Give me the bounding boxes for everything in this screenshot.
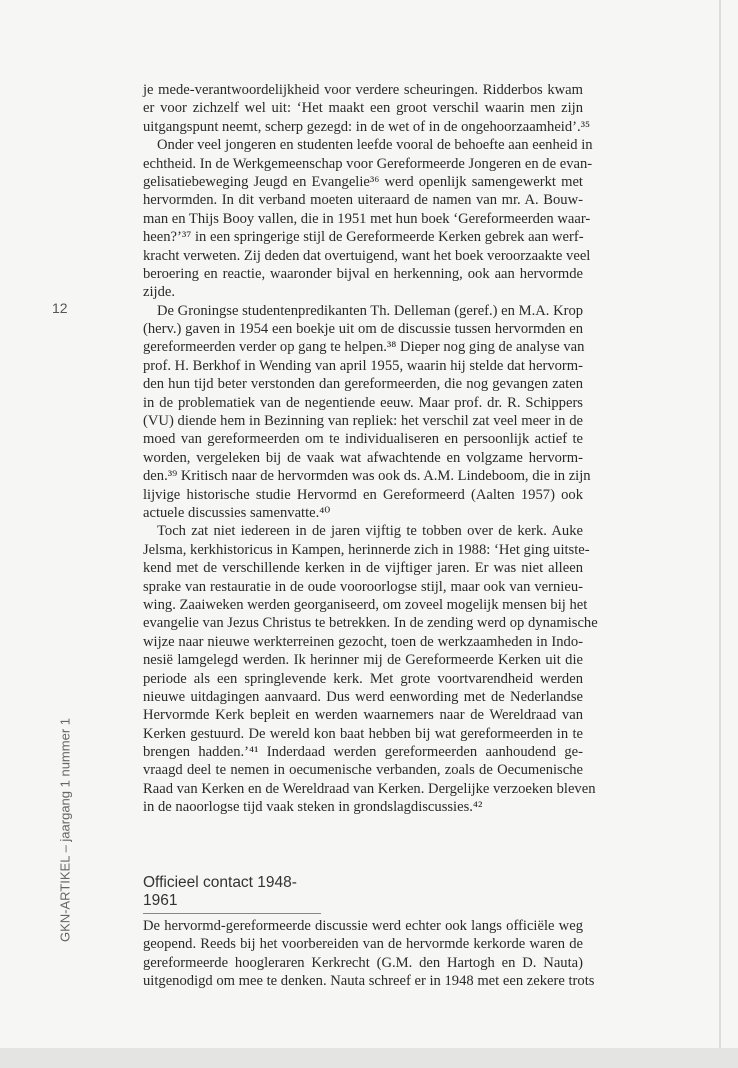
text-line: vraagd deel te nemen in oecumenische verbanden, zoals de Oecumenische	[143, 762, 583, 779]
text-line: nesië lamgelegd werden. Ik herinner mij de Gereformeerde Kerken uit die	[143, 652, 583, 669]
text-line: in de naoorlogse tijd vaak steken in grondslagdiscussies.⁴²	[143, 799, 483, 816]
text-line: actuele discussies samenvatte.⁴⁰	[143, 504, 331, 521]
text-line: heen?’³⁷ in een springerige stijl de Gereformeerde Kerken gebrek aan werf-	[143, 229, 584, 246]
text-line: De Groningse studentenpredikanten Th. Delleman (geref.) en M.A. Krop	[157, 302, 584, 319]
text-line: Toch zat niet iedereen in de jaren vijftig te tobben over de kerk. Auke	[157, 523, 583, 540]
paragraph	[143, 136, 593, 302]
paragraph	[143, 917, 595, 991]
text-line: periode als een springlevende kerk. Met grote voortvarendheid werden	[143, 670, 583, 687]
text-line: echtheid. In de Werkgemeenschap voor Gereformeerde Jongeren en de evan-	[143, 155, 593, 172]
text-line: Hervormde Kerk bepleit en werden waarnemers naar de Wereldraad van	[143, 707, 583, 724]
text-line: brengen hadden.’⁴¹ Inderdaad werden gereformeerden aanhoudend ge-	[143, 744, 583, 761]
text-line: moed van gereformeerden om te individualiseren en persoonlijk actief te	[143, 431, 583, 448]
text-line: hervormden. In dit verband moeten uiteraard de namen van mr. A. Bouw-	[143, 192, 583, 209]
text-line: in de problematiek van de negentiende eeuw. Maar prof. dr. R. Schippers	[143, 394, 583, 411]
text-line: uitgangspunt neemt, scherp gezegd: in de wet of in de ongehoorzaamheid’.³⁵	[143, 118, 591, 135]
text-line: uitgenodigd om mee te denken. Nauta schreef er in 1948 met een zekere trots	[143, 973, 595, 990]
text-line: Kerken gestuurd. De wereld kon baat hebben bij wat gereformeerden in te	[143, 725, 583, 742]
scan-bottom-band	[0, 1048, 738, 1068]
body-text-before-heading	[143, 81, 598, 817]
text-line: kend met de verschillende kerken in de vijftiger jaren. Er was niet alleen	[143, 560, 583, 577]
text-line: lijvige historische studie Hervormd en Gereformeerd (Aalten 1957) ook	[143, 486, 583, 503]
text-line: (VU) diende hem in Bezinning van repliek: het verschil zat veel meer in de	[143, 413, 583, 430]
paragraph	[143, 522, 598, 816]
body-text-after-heading	[143, 917, 595, 991]
text-line: (herv.) gaven in 1954 een boekje uit om de discussie tussen hervormden en	[143, 321, 583, 338]
text-line: gereformeerden verder op gang te helpen.³⁸ Dieper nog ging de analyse van	[143, 339, 585, 356]
text-line: beroering en reactie, waaronder bijval en herkenning, ook aan hervormde	[143, 265, 583, 282]
page-edge	[719, 0, 721, 1048]
text-line: nieuwe uitdagingen aanvaard. Dus werd eenwording met de Nederlandse	[143, 688, 583, 705]
text-line: evangelie van Jezus Christus te betrekken. In de zending werd op dynamische	[143, 615, 598, 632]
section-heading: Officieel contact 1948-1961	[143, 874, 321, 914]
paragraph	[143, 81, 591, 136]
text-line: den.³⁹ Kritisch naar de hervormden was ook ds. A.M. Lindeboom, die in zijn	[143, 468, 591, 485]
text-line: den hun tijd beter verstonden dan gereformeerden, die nog gevangen zaten	[143, 376, 583, 393]
text-line: wijze naar nieuwe werkterreinen gezocht, toen de werkzaamheden in Indo-	[143, 633, 583, 650]
text-line: gelisatiebeweging Jeugd en Evangelie³⁶ werd openlijk samengewerkt met	[143, 173, 583, 190]
paragraph	[143, 302, 591, 523]
text-line: Jelsma, kerkhistoricus in Kampen, herinnerde zich in 1988: ‘Het ging uitste-	[143, 541, 590, 558]
text-line: zijde.	[143, 284, 176, 301]
running-head: GKN-ARTIKEL – jaargang 1 nummer 1	[57, 718, 73, 942]
text-line: Onder veel jongeren en studenten leefde vooral de behoefte aan eenheid in	[157, 137, 593, 154]
text-line: geopend. Reeds bij het voorbereiden van de hervormde kerkorde waren de	[143, 936, 583, 953]
text-line: prof. H. Berkhof in Wending van april 1955, waarin hij stelde dat hervorm-	[143, 357, 583, 374]
text-line: wing. Zaaiweken werden georganiseerd, om zoveel mogelijk mensen bij het	[143, 596, 588, 613]
text-line: je mede-verantwoordelijkheid voor verdere scheuringen. Ridderbos kwam	[143, 82, 583, 98]
text-line: sprake van restauratie in de oude vooroorlogse stijl, maar ook van vernieu-	[143, 578, 583, 595]
text-line: De hervormd-gereformeerde discussie werd echter ook langs officiële weg	[143, 918, 583, 934]
page-number: 12	[52, 300, 68, 316]
text-line: er voor zichzelf wel uit: ‘Het maakt een groot verschil waarin men zijn	[143, 100, 583, 117]
text-line: gereformeerde hoogleraren Kerkrecht (G.M. den Hartogh en D. Nauta)	[143, 954, 583, 971]
text-line: Raad van Kerken en de Wereldraad van Kerken. Dergelijke verzoeken bleven	[143, 780, 596, 797]
text-line: worden, vergeleken bij de vaak wat afwachtende en volgzame hervorm-	[143, 449, 583, 466]
text-line: man en Thijs Booy vallen, die in 1951 met hun boek ‘Gereformeerden waar-	[143, 210, 591, 227]
text-line: kracht verweten. Zij deden dat overtuigend, want het boek veroorzaakte veel	[143, 247, 591, 264]
